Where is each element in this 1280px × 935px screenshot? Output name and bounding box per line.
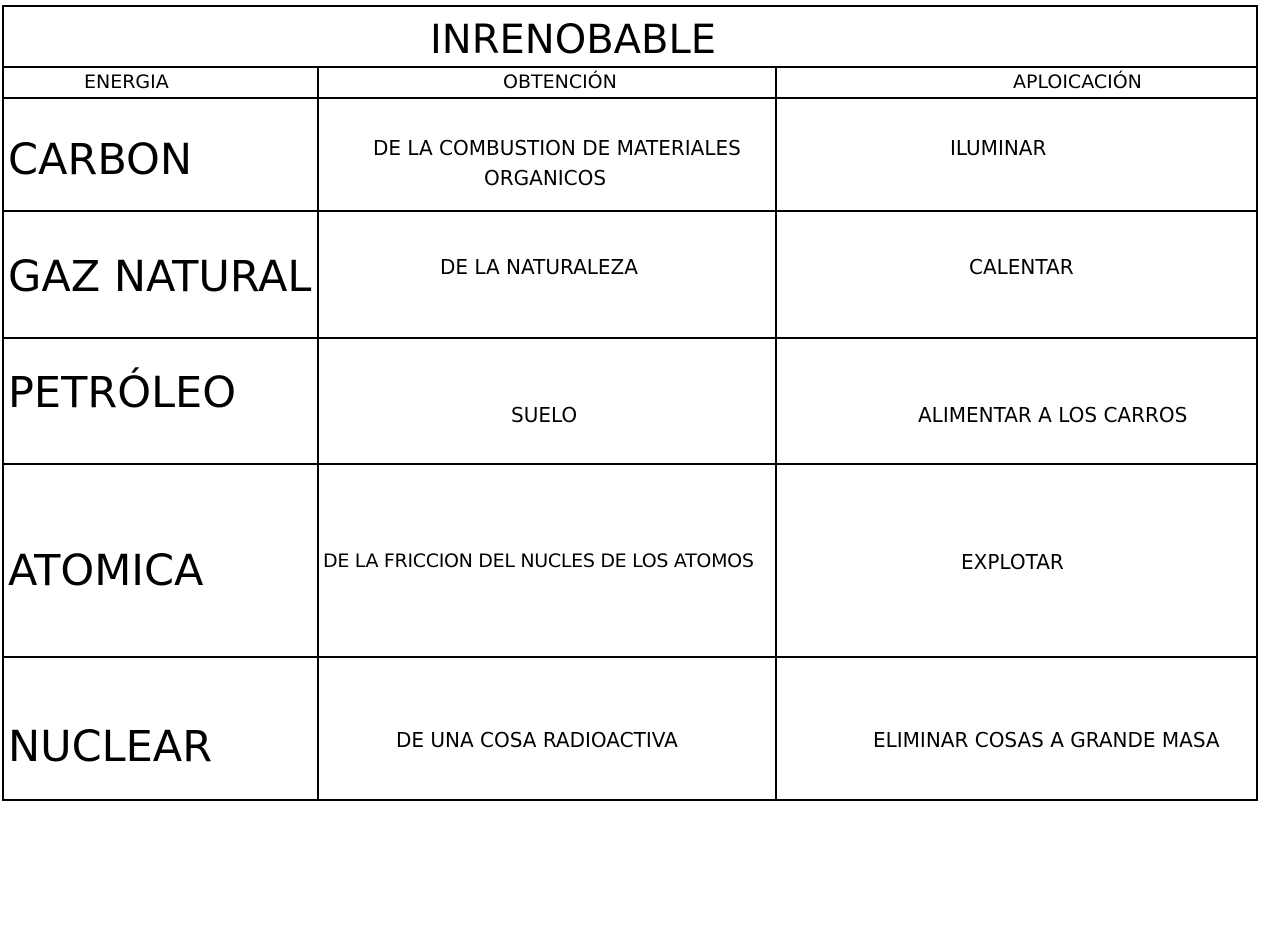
application-text: CALENTAR [969, 255, 1074, 279]
obtainment-text: DE UNA COSA RADIOACTIVA [396, 728, 678, 752]
application-text: ALIMENTAR A LOS CARROS [918, 403, 1188, 427]
application-text: ELIMINAR COSAS A GRANDE MASA [873, 728, 1220, 752]
energy-name: PETRÓLEO [8, 368, 237, 418]
table-title: INRENOBABLE [430, 17, 716, 63]
row-divider [2, 463, 1258, 465]
obtainment-text: SUELO [511, 403, 578, 427]
energy-name: CARBON [8, 135, 193, 185]
header-divider [2, 97, 1258, 99]
row-divider [2, 337, 1258, 339]
energy-table [2, 5, 1258, 801]
column-divider [775, 66, 777, 801]
obtainment-text: DE LA NATURALEZA [440, 255, 638, 279]
energy-name: NUCLEAR [8, 722, 213, 772]
application-text: EXPLOTAR [961, 550, 1064, 574]
header-application: APLOICACIÓN [1013, 71, 1142, 93]
obtainment-text: DE LA COMBUSTION DE MATERIALES [373, 136, 741, 160]
header-obtainment: OBTENCIÓN [503, 71, 617, 93]
energy-name: ATOMICA [8, 546, 204, 596]
table-border-right [1256, 5, 1258, 801]
title-divider [2, 66, 1258, 68]
table-border-bottom [2, 799, 1258, 801]
header-energy: ENERGIA [84, 71, 169, 93]
energy-name: GAZ NATURAL [8, 252, 312, 302]
column-divider [317, 66, 319, 801]
obtainment-text: DE LA FRICCION DEL NUCLES DE LOS ATOMOS [323, 550, 754, 572]
table-border-top [2, 5, 1258, 7]
row-divider [2, 210, 1258, 212]
row-divider [2, 656, 1258, 658]
obtainment-text: ORGANICOS [484, 166, 607, 190]
application-text: ILUMINAR [950, 136, 1047, 160]
table-border-left [2, 5, 4, 801]
